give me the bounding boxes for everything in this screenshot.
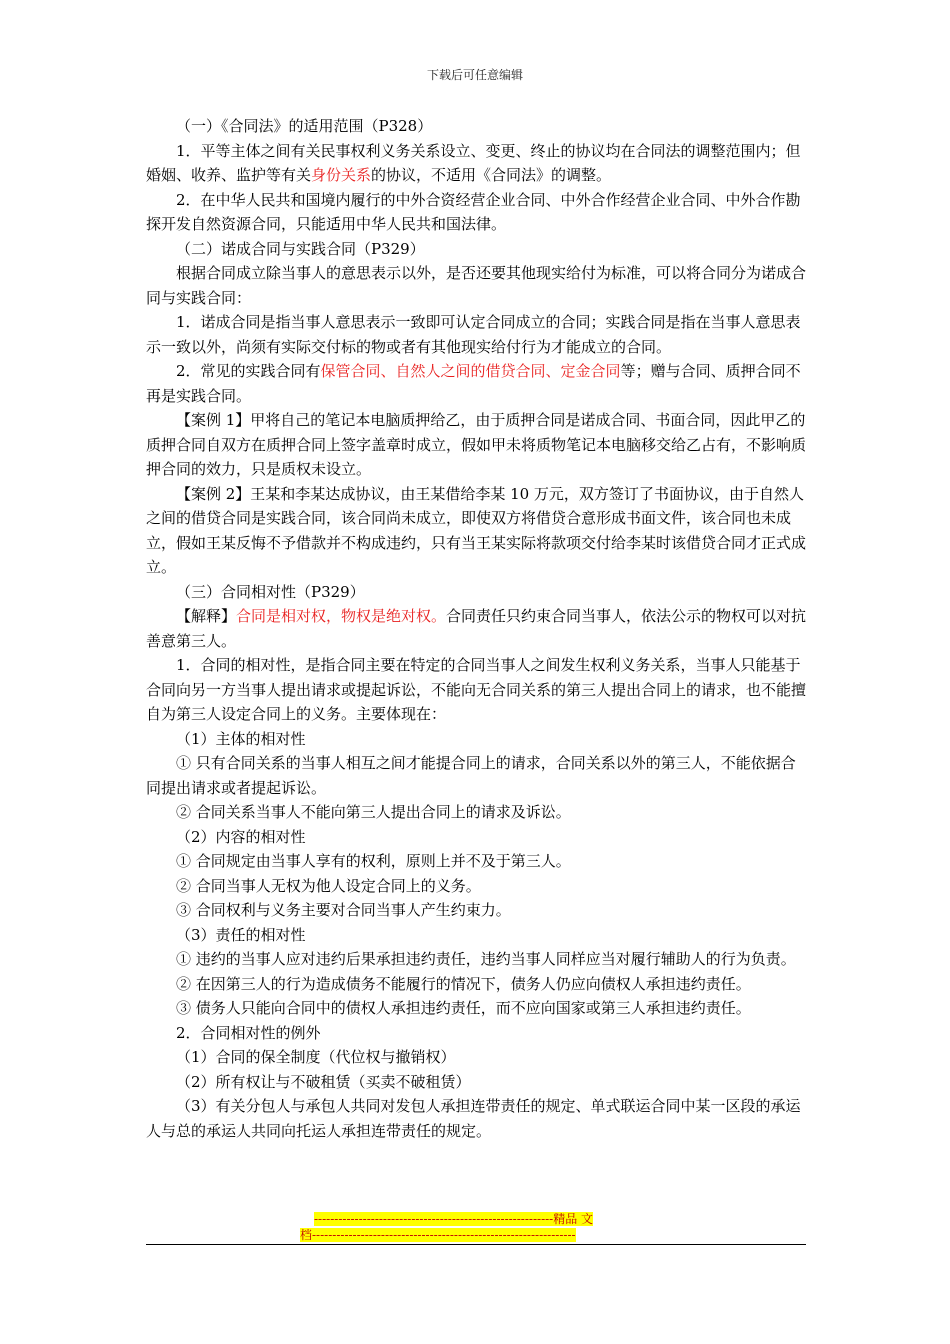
paragraph (146, 898, 808, 923)
text-run: 等；赠与合同、质押合同不再是实践合同。 (146, 362, 801, 405)
paragraph (146, 261, 808, 310)
text-run: ① 只有合同关系的当事人相互之间才能提合同上的请求，合同关系以外的第三人，不能依据合同提出请求或者提起诉讼。 (146, 754, 796, 797)
highlighted-text: 保管合同、自然人之间的借贷合同、定金合同 (320, 362, 621, 380)
paragraph (146, 751, 808, 800)
text-run: ① 合同规定由当事人享有的权利，原则上并不及于第三人。 (176, 852, 571, 870)
text-run: ③ 债务人只能向合同中的债权人承担违约责任，而不应向国家或第三人承担违约责任。 (176, 999, 751, 1017)
footer-rule (146, 1244, 806, 1245)
paragraph (146, 237, 808, 262)
text-run: 的协议，不适用《合同法》的调整。 (371, 166, 612, 184)
paragraph (146, 1021, 808, 1046)
paragraph (146, 604, 808, 653)
paragraph (146, 1045, 808, 1070)
paragraph (146, 310, 808, 359)
paragraph (146, 947, 808, 972)
footer-line-1: -----------------------------------------------------------精品 文 (314, 1212, 594, 1226)
text-run: 2．常见的实践合同有 (176, 362, 321, 380)
text-run: （2）所有权让与不破租赁（买卖不破租赁） (176, 1072, 471, 1091)
text-run: （2）内容的相对性 (176, 827, 306, 846)
text-run: （3）有关分包人与承包人共同对发包人承担连带责任的规定、单式联运合同中某一区段的承运人与总的承运人共同向托运人承担连带责任的规定。 (146, 1097, 801, 1140)
text-run: （3）责任的相对性 (176, 925, 306, 944)
paragraph (146, 996, 808, 1021)
paragraph (146, 114, 808, 139)
text-run: 2．在中华人民共和国境内履行的中外合资经营企业合同、中外合作经营企业合同、中外合作勘探开发自然资源合同，只能适用中华人民共和国法律。 (146, 190, 801, 233)
paragraph (146, 408, 808, 482)
paragraph (146, 727, 808, 752)
text-run: 合同责任只约束合同当事人，依法公示的物权可以对抗善意第三人。 (146, 607, 807, 650)
text-run: 【解释】 (176, 607, 237, 625)
text-run: 【案例 1】甲将自己的笔记本电脑质押给乙，由于质押合同是诺成合同、书面合同，因此甲乙的质押合同自双方在质押合同上签字盖章时成立，假如甲未将质物笔记本电脑移交给乙占有，不影响质押合同的效力，只是质权未设立。 (146, 411, 807, 478)
page-header: 下载后可任意编辑 (426, 68, 523, 82)
paragraph (146, 1094, 808, 1143)
paragraph (146, 139, 808, 188)
paragraph (146, 653, 808, 727)
text-run: （1）合同的保全制度（代位权与撤销权） (176, 1048, 456, 1066)
text-run: 1．合同的相对性，是指合同主要在特定的合同当事人之间发生权利义务关系，当事人只能基于合同向另一方当事人提出请求或提起诉讼，不能向无合同关系的第三人提出合同上的请求，也不能擅自为第三人设定合同上的义务。主要体现在： (146, 656, 807, 723)
page-footer (300, 1211, 650, 1243)
paragraph (146, 1070, 808, 1095)
text-run: ② 在因第三人的行为造成债务不能履行的情况下，债务人仍应向债权人承担违约责任。 (176, 974, 751, 993)
text-run: 1．诺成合同是指当事人意思表示一致即可认定合同成立的合同；实践合同是指在当事人意思表示一致以外，尚须有实际交付标的物或者有其他现实给付行为才能成立的合同。 (146, 313, 801, 356)
paragraph (146, 359, 808, 408)
paragraph (146, 849, 808, 874)
text-run: （三）合同相对性（P329） (176, 582, 365, 601)
paragraph (146, 188, 808, 237)
text-run: 【案例 2】王某和李某达成协议，由王某借给李某 10 万元，双方签订了书面协议，由于自然人之间的借贷合同是实践合同，该合同尚未成立，即使双方将借贷合意形成书面文件，该合同也未成立，假如王某反悔不予借款并不构成违约，只有当王某实际将款项交付给李某时该借贷合同才正式成立。 (146, 484, 807, 576)
highlighted-text: 合同是相对权，物权是绝对权。 (236, 607, 447, 625)
text-run: ③ 合同权利与义务主要对合同当事人产生约束力。 (176, 901, 511, 919)
paragraph (146, 800, 808, 825)
document-body (146, 114, 808, 1143)
footer-line-2: 档----------------------------------------------------------------- (300, 1228, 576, 1242)
paragraph (146, 580, 808, 605)
text-run: ② 合同关系当事人不能向第三人提出合同上的请求及诉讼。 (176, 803, 571, 821)
paragraph (146, 825, 808, 850)
paragraph (146, 923, 808, 948)
highlighted-text: 身份关系 (311, 166, 372, 184)
text-run: 1．平等主体之间有关民事权利义务关系设立、变更、终止的协议均在合同法的调整范围内；但婚姻、收养、监护等有关 (146, 141, 801, 184)
paragraph (146, 874, 808, 899)
text-run: ① 违约的当事人应对违约后果承担违约责任，违约当事人同样应当对履行辅助人的行为负责。 (176, 950, 796, 968)
text-run: （二）诺成合同与实践合同（P329） (176, 239, 425, 258)
text-run: （1）主体的相对性 (176, 729, 306, 748)
text-run: 2．合同相对性的例外 (176, 1023, 321, 1042)
paragraph (146, 972, 808, 997)
text-run: ② 合同当事人无权为他人设定合同上的义务。 (176, 876, 481, 895)
paragraph (146, 482, 808, 580)
text-run: （一）《合同法》的适用范围（P328） (176, 117, 433, 135)
text-run: 根据合同成立除当事人的意思表示以外，是否还要其他现实给付为标准，可以将合同分为诺成合同与实践合同： (146, 264, 807, 307)
